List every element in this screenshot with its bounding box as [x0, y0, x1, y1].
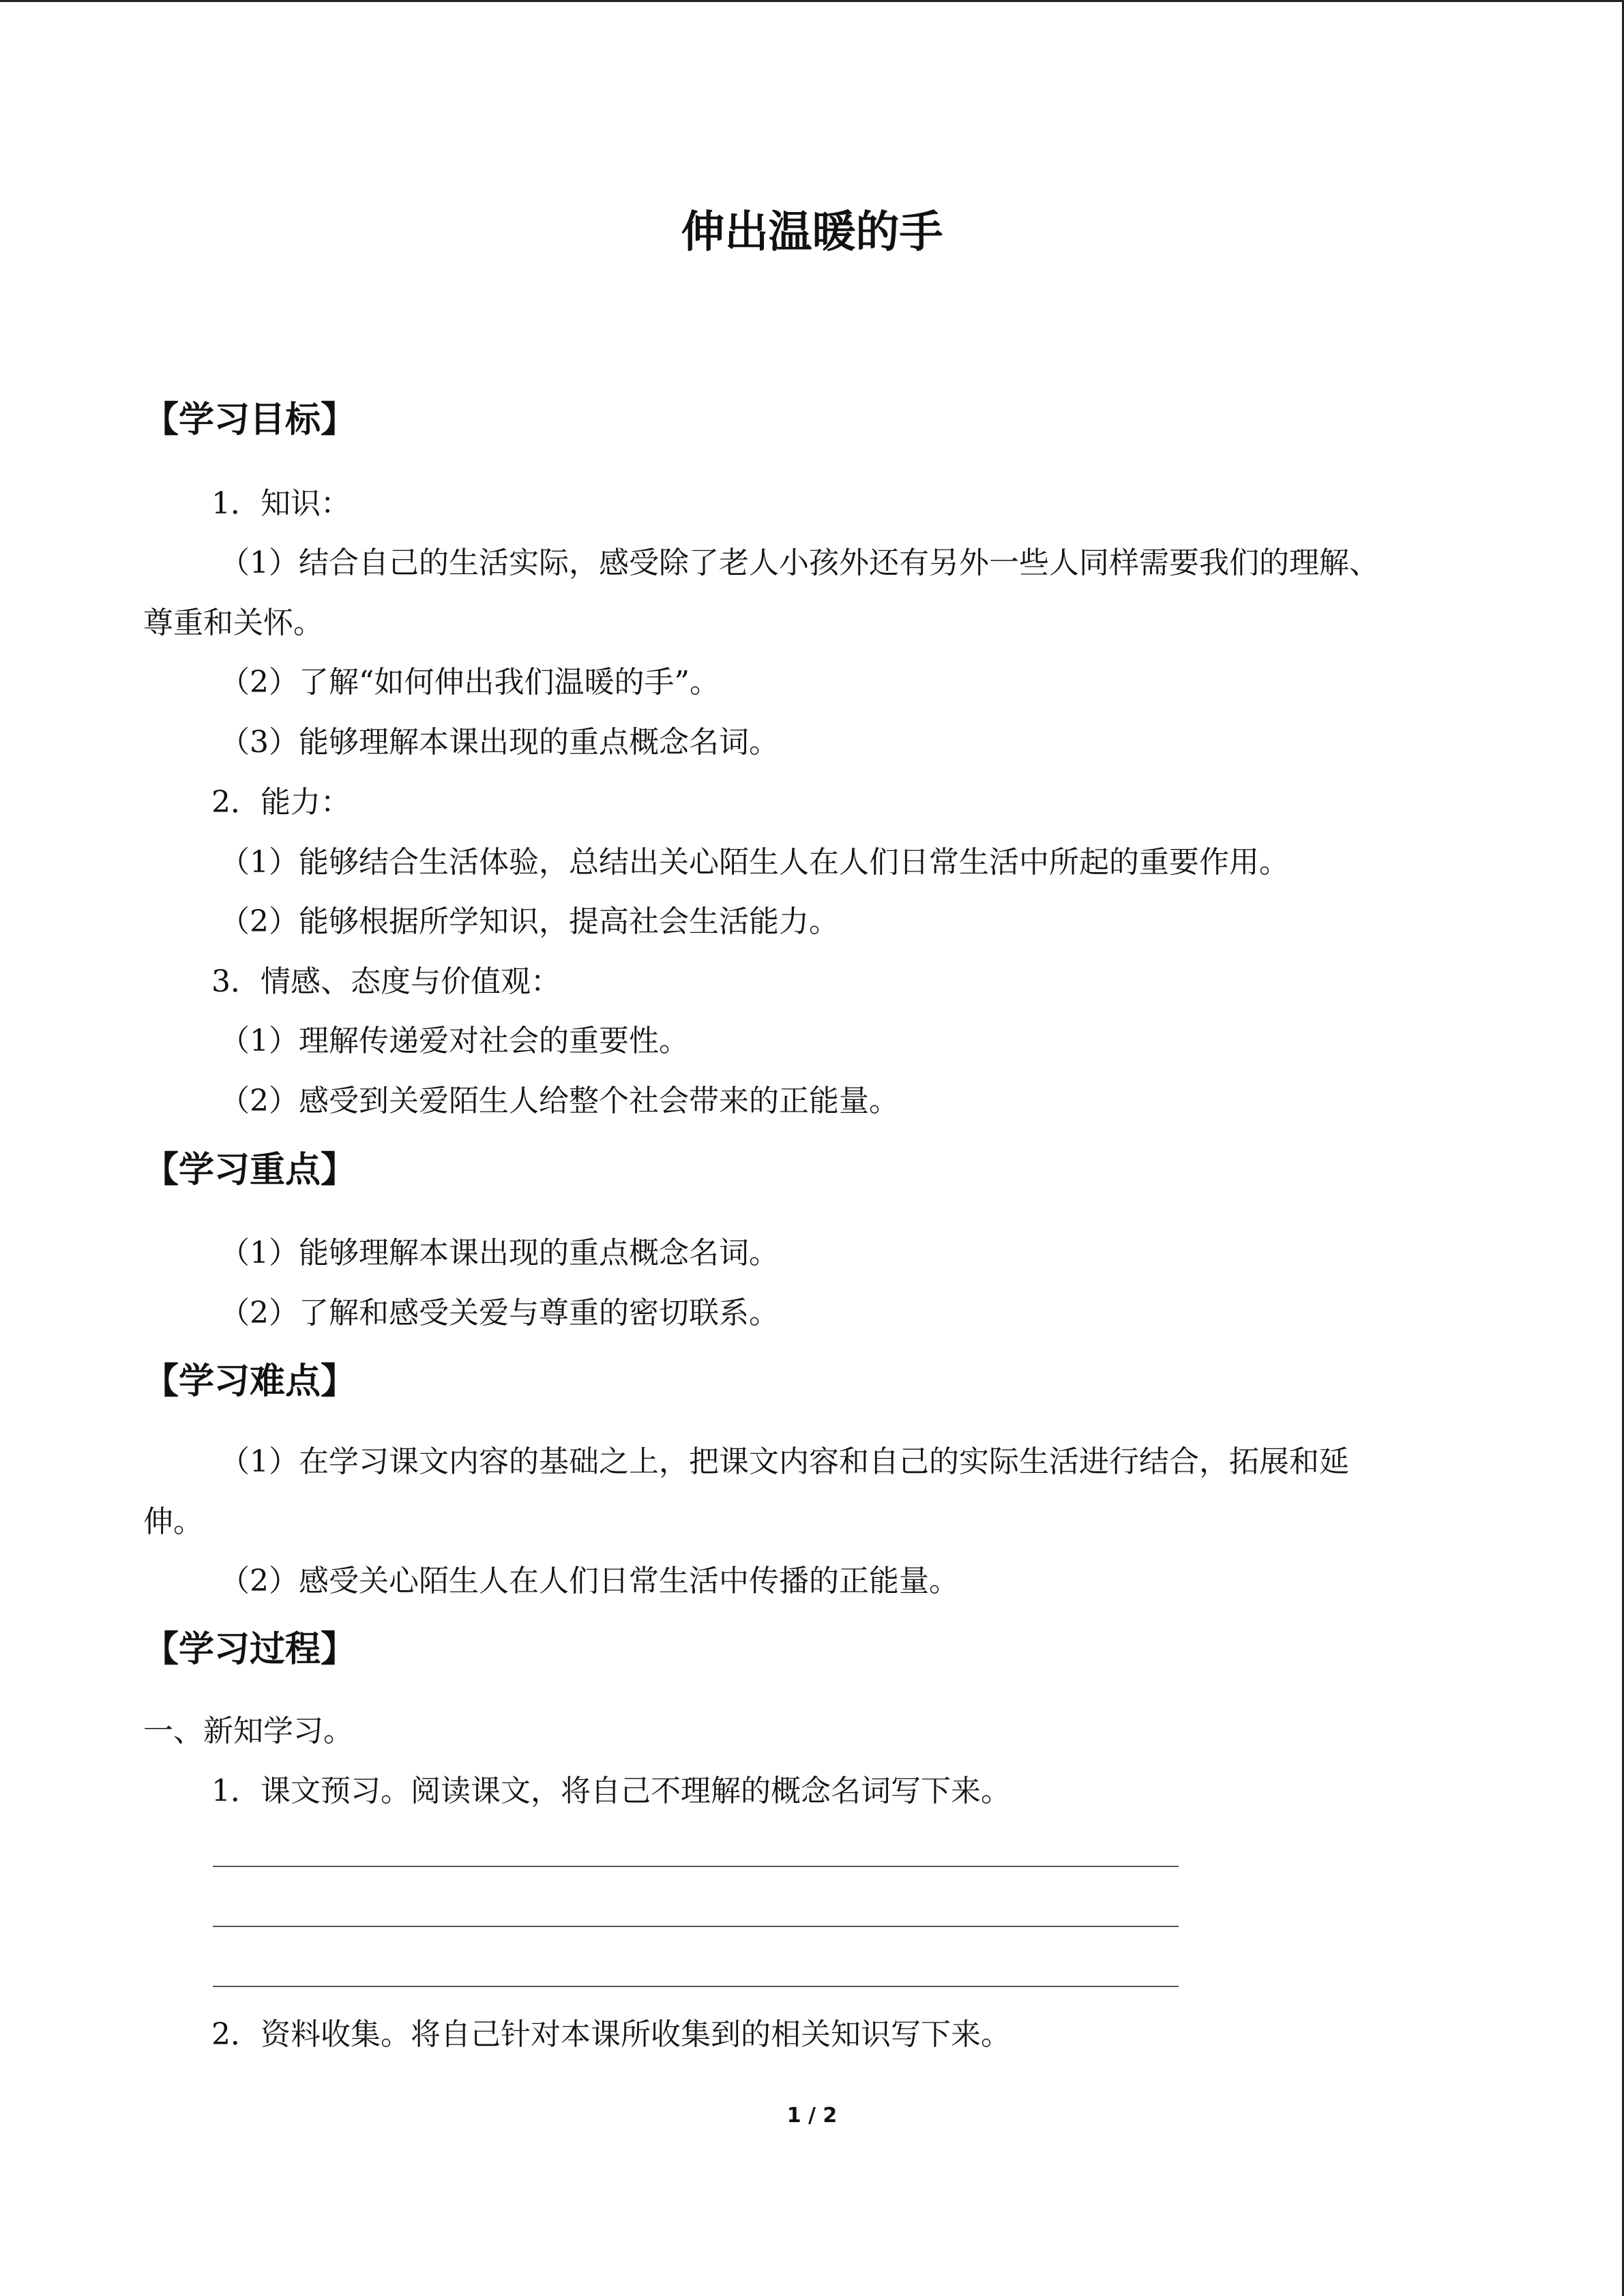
goal-ability-2: （2）能够根据所学知识，提高社会生活能力。 — [220, 904, 839, 939]
process-step-1: 1．课文预习。阅读课文，将自己不理解的概念名词写下来。 — [211, 1774, 1011, 1808]
goal-knowledge-2: （2）了解“如何伸出我们温暖的手”。 — [220, 665, 720, 700]
section-heading-keypoints: 【学习重点】 — [143, 1150, 357, 1191]
section-heading-goals: 【学习目标】 — [143, 400, 357, 441]
keypoint-1: （1）能够理解本课出现的重点概念名词。 — [220, 1236, 779, 1270]
answer-line[interactable] — [213, 1986, 1179, 1987]
goal-emotion-1: （1）理解传递爱对社会的重要性。 — [220, 1024, 689, 1058]
goal-emotion-2: （2）感受到关爱陌生人给整个社会带来的正能量。 — [220, 1084, 899, 1118]
keypoint-2: （2）了解和感受关爱与尊重的密切联系。 — [220, 1296, 779, 1330]
process-step-2: 2．资料收集。将自己针对本课所收集到的相关知识写下来。 — [211, 2017, 1011, 2052]
goal-knowledge-3: （3）能够理解本课出现的重点概念名词。 — [220, 725, 779, 760]
difficulty-2: （2）感受关心陌生人在人们日常生活中传播的正能量。 — [220, 1564, 959, 1598]
goal-ability-label: 2．能力： — [211, 785, 351, 820]
section-heading-difficulties: 【学习难点】 — [143, 1361, 357, 1402]
goal-knowledge-1-line1: （1）结合自己的生活实际，感受除了老人小孩外还有另外一些人同样需要我们的理解、 — [220, 546, 1379, 580]
section-heading-process: 【学习过程】 — [143, 1629, 357, 1670]
goal-ability-1: （1）能够结合生活体验，总结出关心陌生人在人们日常生活中所起的重要作用。 — [220, 845, 1289, 880]
answer-line[interactable] — [213, 1926, 1179, 1927]
difficulty-1-line2: 伸。 — [143, 1504, 203, 1539]
process-part-1: 一、新知学习。 — [143, 1714, 353, 1748]
goal-knowledge-1-line2: 尊重和关怀。 — [143, 606, 323, 640]
page-number: 1 / 2 — [786, 2104, 838, 2128]
goal-knowledge-label: 1．知识： — [211, 486, 351, 521]
difficulty-1-line1: （1）在学习课文内容的基础之上，把课文内容和自己的实际生活进行结合，拓展和延 — [220, 1444, 1349, 1479]
page-title: 伸出温暖的手 — [681, 207, 943, 258]
goal-emotion-label: 3．情感、态度与价值观： — [211, 964, 561, 999]
answer-line[interactable] — [213, 1866, 1179, 1867]
